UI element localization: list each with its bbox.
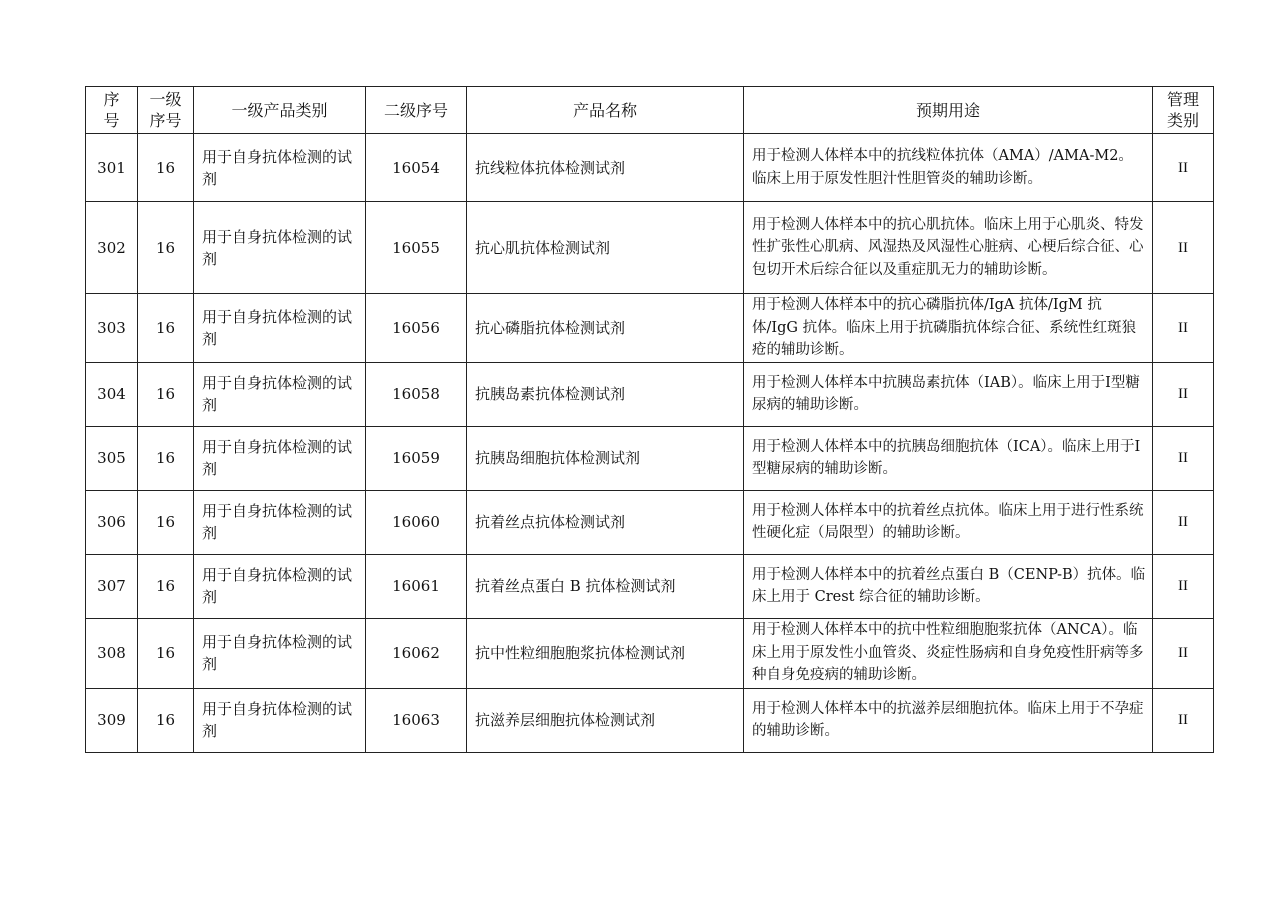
table-row — [86, 202, 1214, 294]
cell-level2-seq: 16059 — [366, 426, 467, 490]
table-row — [86, 490, 1214, 554]
cell-level1-category: 用于自身抗体检测的试剂 — [194, 134, 366, 202]
cell-level1-category: 用于自身抗体检测的试剂 — [194, 426, 366, 490]
header-level2-seq: 二级序号 — [366, 87, 467, 134]
cell-level2-seq: 16060 — [366, 490, 467, 554]
cell-level1-category: 用于自身抗体检测的试剂 — [194, 490, 366, 554]
header-product-name: 产品名称 — [467, 87, 744, 134]
cell-product-name: 抗着丝点抗体检测试剂 — [467, 490, 744, 554]
header-intended-use: 预期用途 — [744, 87, 1153, 134]
cell-intended-use: 用于检测人体样本中抗胰岛素抗体（IAB）。临床上用于I型糖尿病的辅助诊断。 — [744, 362, 1153, 426]
table-row — [86, 618, 1214, 688]
cell-mgmt-class: II — [1153, 490, 1214, 554]
cell-intended-use: 用于检测人体样本中的抗心磷脂抗体/IgA 抗体/IgM 抗体/IgG 抗体。临床上用于抗磷脂抗体综合征、系统性红斑狼疮的辅助诊断。 — [744, 294, 1153, 363]
cell-mgmt-class: II — [1153, 362, 1214, 426]
cell-intended-use: 用于检测人体样本中的抗心肌抗体。临床上用于心肌炎、特发性扩张性心肌病、风湿热及风湿性心脏病、心梗后综合征、心包切开术后综合征以及重症肌无力的辅助诊断。 — [744, 202, 1153, 294]
cell-seq: 305 — [86, 426, 138, 490]
product-classification-table — [85, 86, 1214, 753]
cell-seq: 308 — [86, 618, 138, 688]
cell-product-name: 抗胰岛素抗体检测试剂 — [467, 362, 744, 426]
cell-product-name: 抗心磷脂抗体检测试剂 — [467, 294, 744, 363]
cell-level1-seq: 16 — [138, 618, 194, 688]
cell-level1-seq: 16 — [138, 202, 194, 294]
cell-seq: 307 — [86, 554, 138, 618]
header-mgmt-class: 管理类别 — [1153, 87, 1214, 134]
cell-level1-seq: 16 — [138, 688, 194, 752]
cell-intended-use: 用于检测人体样本中的抗中性粒细胞胞浆抗体（ANCA）。临床上用于原发性小血管炎、炎症性肠病和自身免疫性肝病等多种自身免疫病的辅助诊断。 — [744, 618, 1153, 688]
cell-product-name: 抗心肌抗体检测试剂 — [467, 202, 744, 294]
header-seq: 序号 — [86, 87, 138, 134]
cell-seq: 304 — [86, 362, 138, 426]
cell-level1-seq: 16 — [138, 426, 194, 490]
cell-intended-use: 用于检测人体样本中的抗线粒体抗体（AMA）/AMA-M2。临床上用于原发性胆汁性胆管炎的辅助诊断。 — [744, 134, 1153, 202]
table-row — [86, 688, 1214, 752]
cell-seq: 306 — [86, 490, 138, 554]
header-level1-seq: 一级序号 — [138, 87, 194, 134]
cell-level1-seq: 16 — [138, 554, 194, 618]
cell-product-name: 抗着丝点蛋白 B 抗体检测试剂 — [467, 554, 744, 618]
cell-level1-category: 用于自身抗体检测的试剂 — [194, 618, 366, 688]
cell-level1-category: 用于自身抗体检测的试剂 — [194, 202, 366, 294]
cell-product-name: 抗胰岛细胞抗体检测试剂 — [467, 426, 744, 490]
cell-level2-seq: 16054 — [366, 134, 467, 202]
table-row — [86, 554, 1214, 618]
cell-product-name: 抗中性粒细胞胞浆抗体检测试剂 — [467, 618, 744, 688]
cell-intended-use: 用于检测人体样本中的抗胰岛细胞抗体（ICA）。临床上用于I型糖尿病的辅助诊断。 — [744, 426, 1153, 490]
cell-level1-category: 用于自身抗体检测的试剂 — [194, 362, 366, 426]
cell-intended-use: 用于检测人体样本中的抗滋养层细胞抗体。临床上用于不孕症的辅助诊断。 — [744, 688, 1153, 752]
table-row — [86, 362, 1214, 426]
cell-mgmt-class: II — [1153, 618, 1214, 688]
cell-seq: 301 — [86, 134, 138, 202]
cell-mgmt-class: II — [1153, 688, 1214, 752]
cell-mgmt-class: II — [1153, 202, 1214, 294]
table-row — [86, 426, 1214, 490]
cell-mgmt-class: II — [1153, 294, 1214, 363]
cell-level2-seq: 16063 — [366, 688, 467, 752]
cell-mgmt-class: II — [1153, 134, 1214, 202]
cell-level1-seq: 16 — [138, 134, 194, 202]
cell-level1-seq: 16 — [138, 294, 194, 363]
table-header-row — [86, 87, 1214, 134]
cell-mgmt-class: II — [1153, 426, 1214, 490]
cell-level1-seq: 16 — [138, 362, 194, 426]
cell-seq: 309 — [86, 688, 138, 752]
cell-level1-category: 用于自身抗体检测的试剂 — [194, 554, 366, 618]
cell-seq: 302 — [86, 202, 138, 294]
cell-intended-use: 用于检测人体样本中的抗着丝点蛋白 B（CENP-B）抗体。临床上用于 Crest 综合征的辅助诊断。 — [744, 554, 1153, 618]
cell-level2-seq: 16062 — [366, 618, 467, 688]
cell-level2-seq: 16055 — [366, 202, 467, 294]
cell-intended-use: 用于检测人体样本中的抗着丝点抗体。临床上用于进行性系统性硬化症（局限型）的辅助诊断。 — [744, 490, 1153, 554]
cell-level1-category: 用于自身抗体检测的试剂 — [194, 688, 366, 752]
cell-seq: 303 — [86, 294, 138, 363]
cell-level2-seq: 16061 — [366, 554, 467, 618]
cell-mgmt-class: II — [1153, 554, 1214, 618]
cell-product-name: 抗线粒体抗体检测试剂 — [467, 134, 744, 202]
table-row — [86, 294, 1214, 363]
cell-level1-seq: 16 — [138, 490, 194, 554]
table-row — [86, 134, 1214, 202]
header-level1-category: 一级产品类别 — [194, 87, 366, 134]
cell-level1-category: 用于自身抗体检测的试剂 — [194, 294, 366, 363]
document-page — [85, 86, 1213, 753]
cell-level2-seq: 16056 — [366, 294, 467, 363]
cell-product-name: 抗滋养层细胞抗体检测试剂 — [467, 688, 744, 752]
cell-level2-seq: 16058 — [366, 362, 467, 426]
